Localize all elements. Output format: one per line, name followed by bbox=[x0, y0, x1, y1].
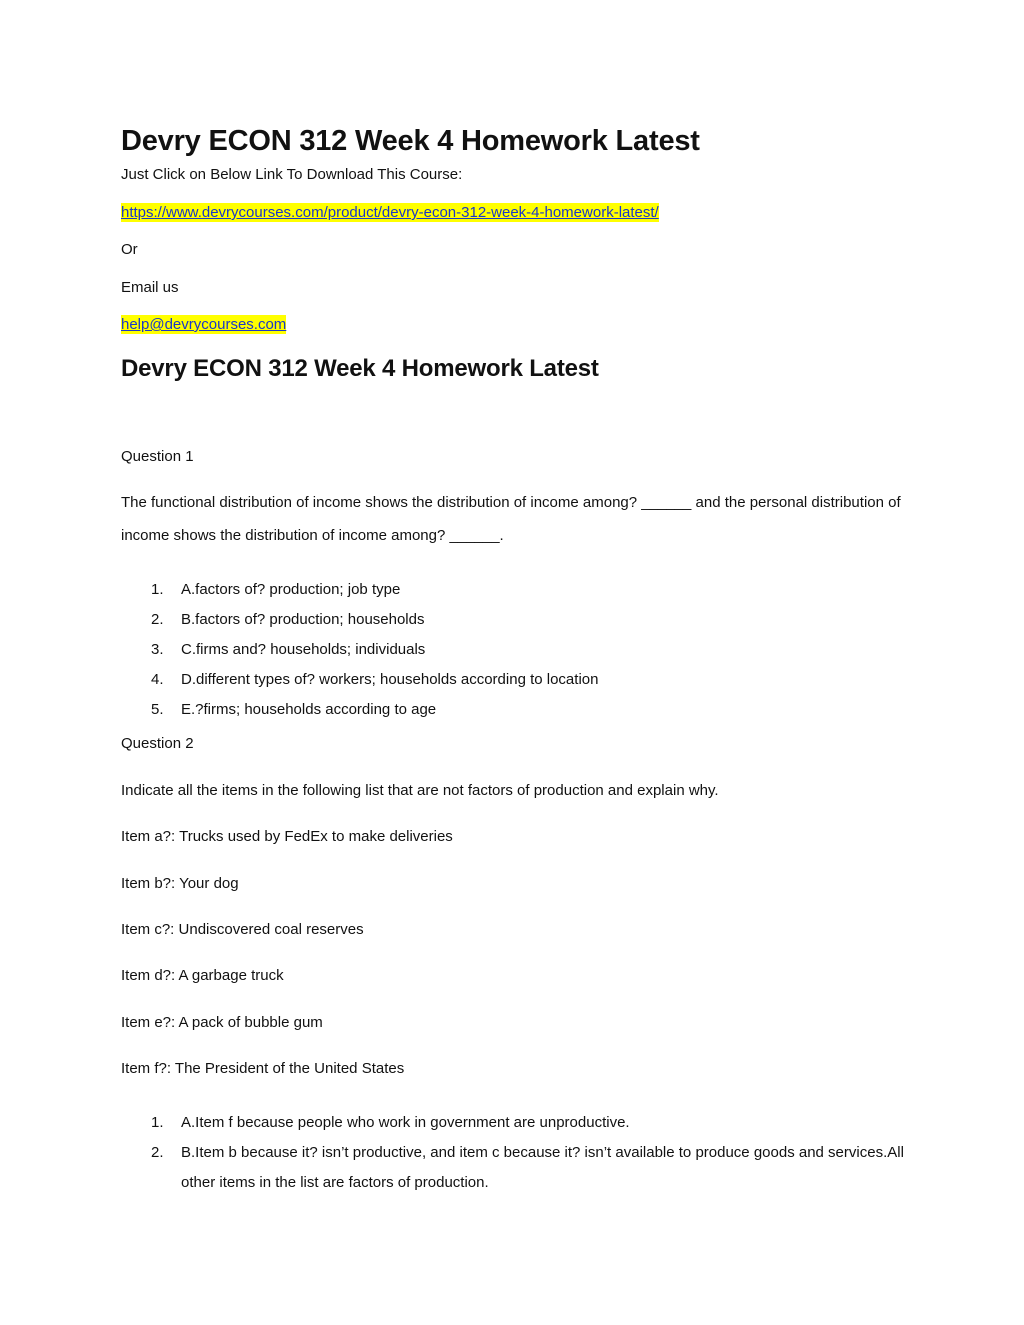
email-label: Email us bbox=[121, 279, 179, 296]
option-number: 1. bbox=[151, 1114, 164, 1131]
question-2-item-b: Item b?: Your dog bbox=[121, 875, 239, 892]
email-link[interactable]: help@devrycourses.com bbox=[121, 316, 287, 333]
question-1-text: The functional distribution of income shows the distribution of income among? ______ and the personal distribution of income shows the distribution of income among? ______. bbox=[121, 494, 901, 544]
option-text: A.factors of? production; job type bbox=[181, 581, 401, 598]
list-item bbox=[121, 635, 911, 665]
option-text: B.Item b because it? isn’t productive, and item c because it? isn’t available to produce goods and services.All other items in the list are factors of production. bbox=[181, 1144, 904, 1191]
list-item bbox=[121, 575, 911, 605]
option-text: A.Item f because people who work in government are unproductive. bbox=[181, 1114, 630, 1131]
document-title: Devry ECON 312 Week 4 Homework Latest bbox=[121, 125, 700, 157]
option-number: 2. bbox=[151, 1144, 164, 1161]
question-2-label: Question 2 bbox=[121, 735, 194, 752]
question-2-options bbox=[121, 1108, 911, 1198]
option-number: 2. bbox=[151, 611, 164, 628]
question-2-text: Indicate all the items in the following list that are not factors of production and explain why. bbox=[121, 782, 719, 799]
question-2-item-e: Item e?: A pack of bubble gum bbox=[121, 1014, 323, 1031]
option-text: B.factors of? production; households bbox=[181, 611, 425, 628]
email-line bbox=[121, 315, 286, 335]
list-item bbox=[121, 605, 911, 635]
question-2-item-a: Item a?: Trucks used by FedEx to make deliveries bbox=[121, 828, 453, 845]
question-2-item-f: Item f?: The President of the United States bbox=[121, 1060, 405, 1077]
option-number: 1. bbox=[151, 581, 164, 598]
option-text: D.different types of? workers; households according to location bbox=[181, 671, 599, 688]
option-text: E.?firms; households according to age bbox=[181, 701, 437, 718]
course-link[interactable]: https://www.devrycourses.com/product/devry-econ-312-week-4-homework-latest/ bbox=[121, 204, 659, 221]
question-1-label: Question 1 bbox=[121, 448, 194, 465]
section-heading: Devry ECON 312 Week 4 Homework Latest bbox=[121, 355, 599, 382]
list-item bbox=[121, 665, 911, 695]
option-number: 4. bbox=[151, 671, 164, 688]
question-2-item-d: Item d?: A garbage truck bbox=[121, 967, 284, 984]
list-item bbox=[121, 1108, 911, 1138]
question-1-options bbox=[121, 575, 911, 725]
option-number: 3. bbox=[151, 641, 164, 658]
course-link-line bbox=[121, 203, 659, 223]
option-text: C.firms and? households; individuals bbox=[181, 641, 426, 658]
list-item bbox=[121, 1138, 911, 1198]
question-2-item-c: Item c?: Undiscovered coal reserves bbox=[121, 921, 364, 938]
download-instruction: Just Click on Below Link To Download This Course: bbox=[121, 166, 463, 183]
list-item bbox=[121, 695, 911, 725]
or-text: Or bbox=[121, 241, 138, 258]
option-number: 5. bbox=[151, 701, 164, 718]
